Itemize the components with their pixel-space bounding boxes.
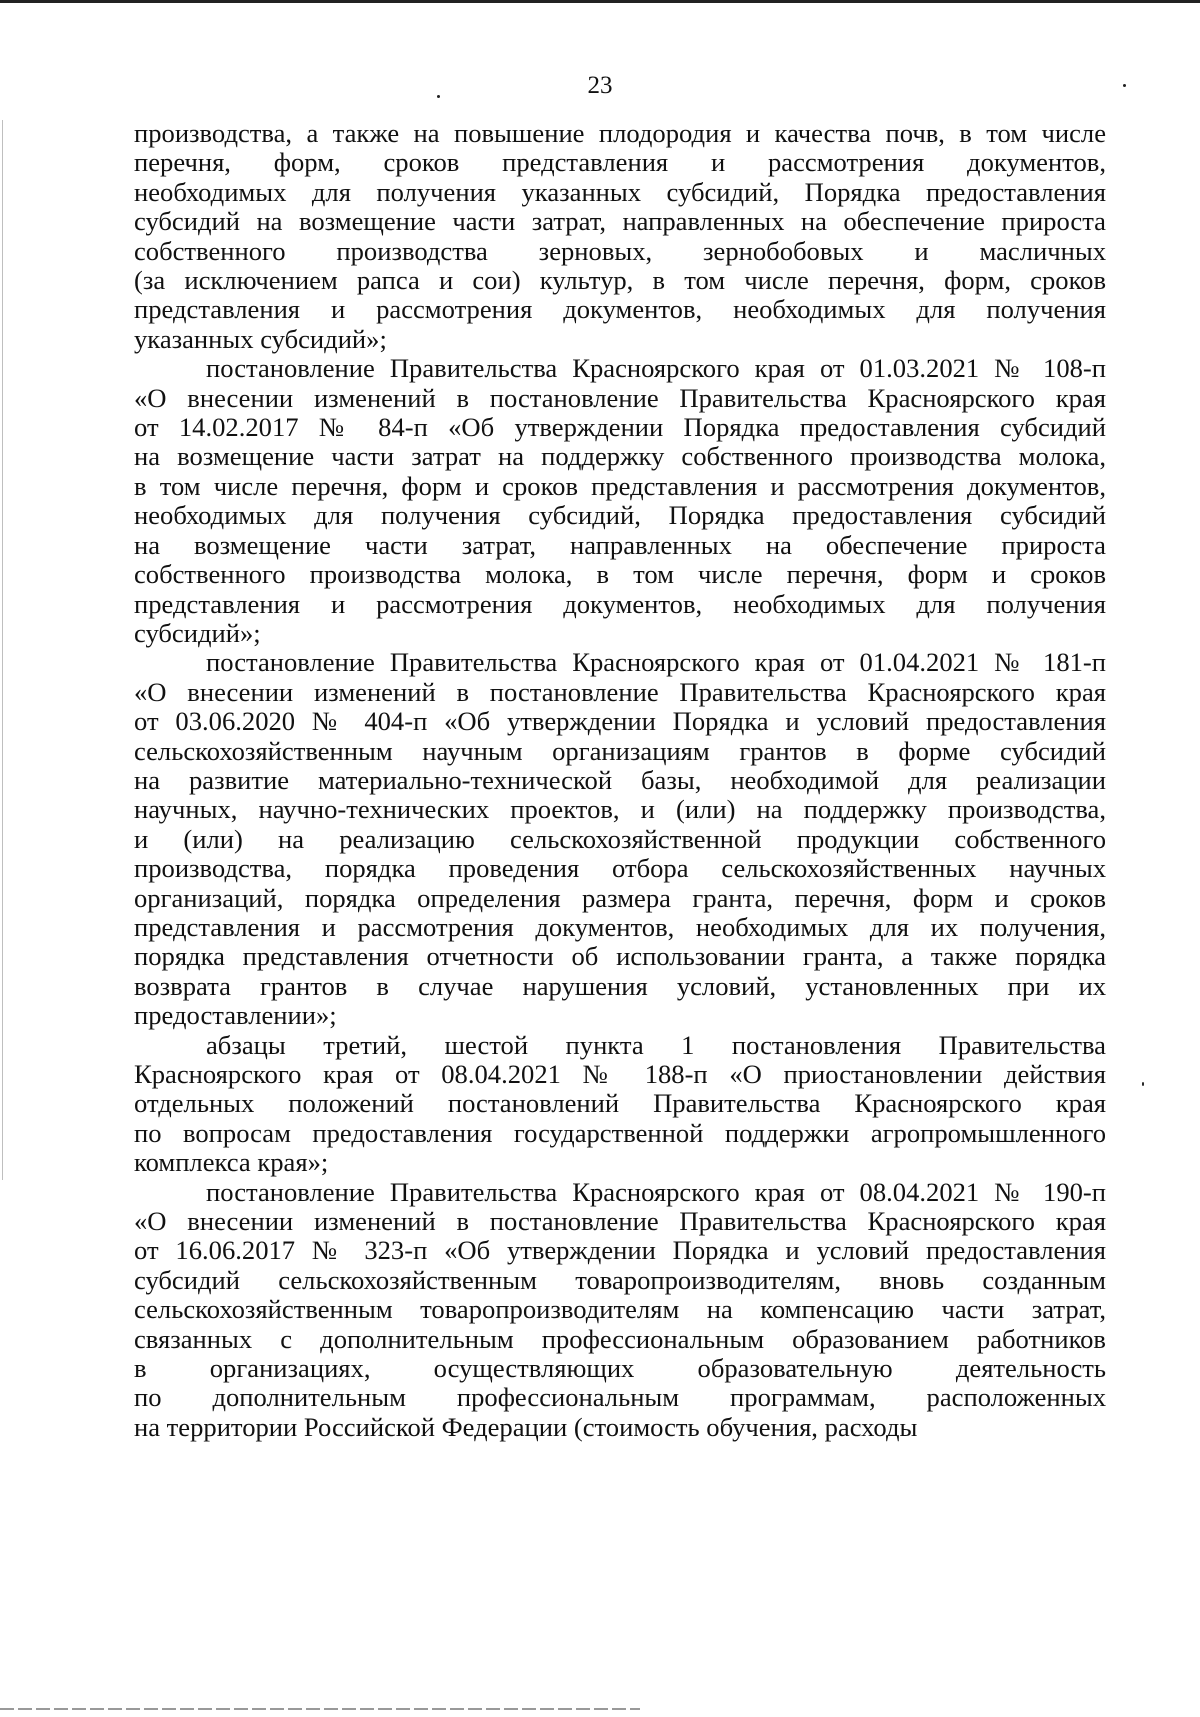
text-line: предоставлении»; bbox=[134, 1000, 337, 1031]
text-line: представления и рассмотрения документов, необходимых для их получения, bbox=[134, 911, 1106, 942]
paragraph bbox=[134, 119, 1106, 354]
text-line: собственного производства молока, в том числе перечня, форм и сроков bbox=[134, 559, 1106, 590]
text-line: представления и рассмотрения документов, необходимых для получения bbox=[134, 588, 1106, 619]
page-number: 23 bbox=[587, 72, 613, 99]
text-line: постановление Правительства Красноярского края от 08.04.2021 № 190-п bbox=[206, 1176, 1106, 1207]
text-line: «О внесении изменений в постановление Правительства Красноярского края bbox=[134, 1206, 1106, 1237]
text-line: возврата грантов в случае нарушения условий, установленных при их bbox=[134, 970, 1106, 1001]
text-line: по вопросам предоставления государственной поддержки агропромышленного bbox=[134, 1117, 1106, 1148]
text-line: комплекса края»; bbox=[134, 1147, 329, 1178]
text-line: на развитие материально-технической базы, необходимой для реализации bbox=[134, 764, 1106, 795]
text-line: субсидий»; bbox=[134, 617, 261, 648]
text-line: указанных субсидий»; bbox=[134, 323, 387, 354]
text-line: необходимых для получения субсидий, Порядка предоставления субсидий bbox=[134, 500, 1106, 531]
paragraph bbox=[134, 1031, 1106, 1178]
text-line: на возмещение части затрат на поддержку собственного производства молока, bbox=[134, 441, 1106, 472]
top-edge-rule bbox=[0, 0, 1200, 3]
text-line: собственного производства зерновых, зернобобовых и масличных bbox=[134, 235, 1106, 266]
bottom-scan-edge bbox=[0, 1708, 640, 1710]
text-line: от 03.06.2020 № 404-п «Об утверждении Порядка и условий предоставления bbox=[134, 706, 1106, 737]
text-line: необходимых для получения указанных субсидий, Порядка предоставления bbox=[134, 176, 1106, 207]
text-line: и (или) на реализацию сельскохозяйственной продукции собственного bbox=[134, 823, 1106, 854]
text-line: сельскохозяйственным научным организациям грантов в форме субсидий bbox=[134, 735, 1106, 766]
text-line: в том числе перечня, форм и сроков представления и рассмотрения документов, bbox=[134, 470, 1106, 501]
text-line: научных, научно-технических проектов, и (или) на поддержку производства, bbox=[134, 794, 1106, 825]
text-line: производства, а также на повышение плодородия и качества почв, в том числе bbox=[134, 118, 1106, 148]
text-line: «О внесении изменений в постановление Правительства Красноярского края bbox=[134, 676, 1106, 707]
text-line: от 14.02.2017 № 84-п «Об утверждении Порядка предоставления субсидий bbox=[134, 412, 1106, 443]
text-line: на территории Российской Федерации (стоимость обучения, расходы bbox=[134, 1411, 918, 1442]
paragraph bbox=[134, 648, 1106, 1030]
text-line: представления и рассмотрения документов, необходимых для получения bbox=[134, 294, 1106, 325]
text-line: сельскохозяйственным товаропроизводителям на компенсацию части затрат, bbox=[134, 1294, 1106, 1325]
text-line: абзацы третий, шестой пункта 1 постановления Правительства bbox=[206, 1029, 1106, 1060]
text-line: «О внесении изменений в постановление Правительства Красноярского края bbox=[134, 382, 1106, 413]
text-line: постановление Правительства Красноярского края от 01.04.2021 № 181-п bbox=[206, 647, 1106, 678]
text-line: субсидий на возмещение части затрат, направленных на обеспечение прироста bbox=[134, 206, 1106, 237]
text-line: порядка представления отчетности об использовании гранта, а также порядка bbox=[134, 941, 1106, 972]
text-line: (за исключением рапса и сои) культур, в том числе перечня, форм, сроков bbox=[134, 265, 1106, 296]
text-line: Красноярского края от 08.04.2021 № 188-п «О приостановлении действия bbox=[134, 1059, 1106, 1089]
text-line: от 16.06.2017 № 323-п «Об утверждении Порядка и условий предоставления bbox=[134, 1235, 1106, 1266]
text-line: по дополнительным профессиональным программам, расположенных bbox=[134, 1382, 1106, 1413]
text-line: связанных с дополнительным профессиональным образованием работников bbox=[134, 1323, 1106, 1354]
paragraph bbox=[134, 1178, 1106, 1443]
document-body bbox=[134, 119, 1106, 1442]
left-scan-margin-line bbox=[2, 120, 3, 1180]
paragraph bbox=[134, 354, 1106, 648]
scan-speck bbox=[1142, 1082, 1144, 1086]
text-line: в организациях, осуществляющих образовательную деятельность bbox=[134, 1353, 1106, 1384]
text-line: постановление Правительства Красноярского края от 01.03.2021 № 108-п bbox=[206, 353, 1106, 384]
text-line: отдельных положений постановлений Правительства Красноярского края bbox=[134, 1088, 1106, 1119]
text-line: на возмещение части затрат, направленных на обеспечение прироста bbox=[134, 529, 1106, 560]
text-line: субсидий сельскохозяйственным товаропроизводителям, вновь созданным bbox=[134, 1264, 1106, 1295]
text-line: производства, порядка проведения отбора сельскохозяйственных научных bbox=[134, 853, 1106, 884]
text-line: перечня, форм, сроков представления и рассмотрения документов, bbox=[134, 147, 1106, 178]
text-line: организаций, порядка определения размера гранта, перечня, форм и сроков bbox=[134, 882, 1106, 913]
